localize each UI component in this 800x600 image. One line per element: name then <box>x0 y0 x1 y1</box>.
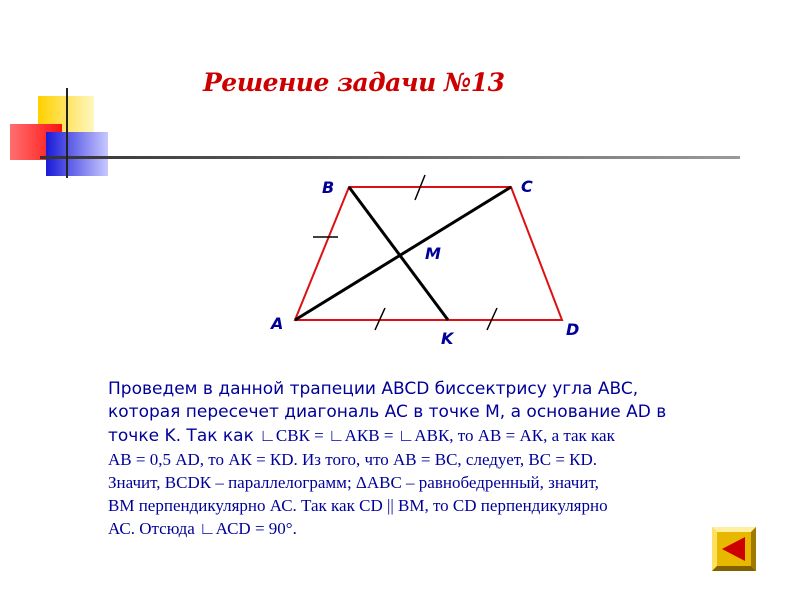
text-fragment: ∟СВК = ∟АКВ = ∟АВК, то АВ = АК, а так как <box>259 426 615 445</box>
label-d: D <box>566 320 580 339</box>
solution-text <box>108 378 718 540</box>
label-b: B <box>322 178 335 197</box>
blue-square <box>46 132 108 176</box>
vertical-rule <box>66 88 68 178</box>
label-k: K <box>441 329 454 348</box>
text-line: Значит, ВСDК – параллелограмм; ΔАВС – равнобедренный, значит, <box>108 473 599 492</box>
label-a: A <box>271 314 284 333</box>
text-line: которая пересечет диагональ AC в точке M, а основание AD в <box>108 402 667 422</box>
text-line: АВ = 0,5 АD, то АК = КD. Из того, что АВ = ВС, следует, ВС = КD. <box>108 450 598 469</box>
text-line: АС. Отсюда ∟АСD = 90°. <box>108 519 297 538</box>
diagonal-ac <box>295 187 511 320</box>
text-line: Проведем в данной трапеции ABCD биссектрису угла ABC, <box>108 379 639 399</box>
label-c: C <box>521 177 533 196</box>
text-line <box>108 424 718 448</box>
text-fragment: точке K. Так как <box>108 426 260 446</box>
horizontal-rule <box>40 156 740 159</box>
text-line: ВМ перпендикулярно АС. Так как СD || ВМ, то СD перпендикулярно <box>108 496 608 515</box>
slide-title: Решение задачи №13 <box>203 68 505 97</box>
back-button[interactable] <box>712 527 756 571</box>
label-m: M <box>425 244 441 263</box>
trapezoid-figure <box>250 165 610 365</box>
